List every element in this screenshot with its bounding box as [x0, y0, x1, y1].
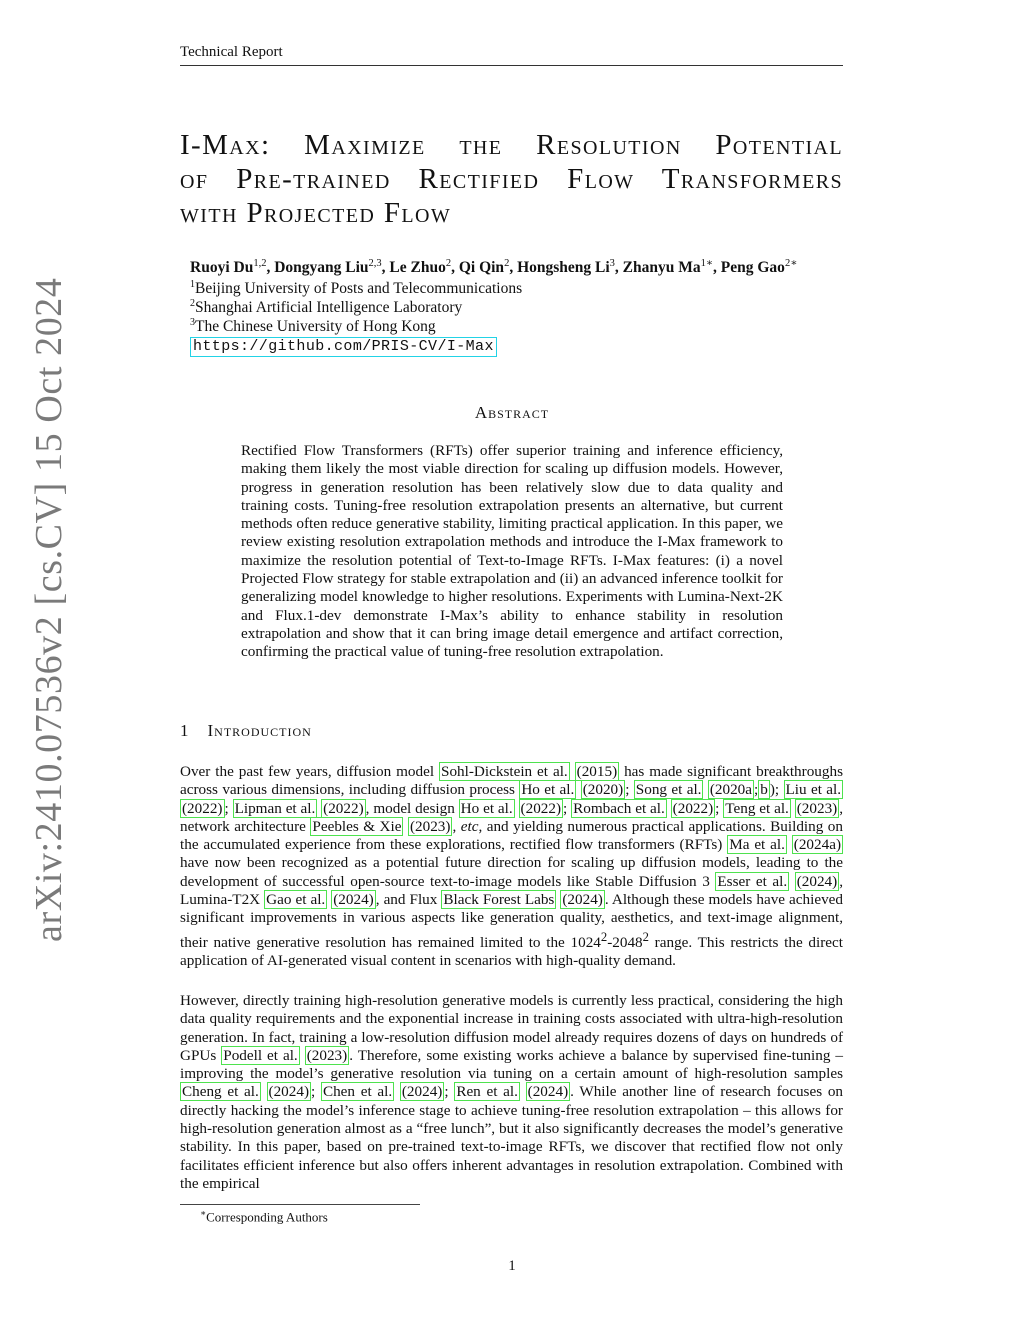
- body-text: . While another line of research focuses on directly hacking the model’s inference stage to achieve tuning-free resolution extrapolation – this allows for high-resolution generation almost as a “free lunch”, but it also significantly decreases the model’s generative stability. In this paper, based on pre-trained text-to-image RFTs, we discover that rectified flow not only facilitates efficient inference but also offers inherent advantages in resolution extrapolation. Combined with the empirical: [180, 1083, 844, 1192]
- citation-link[interactable]: Liu et al.: [785, 781, 842, 799]
- affiliation: [190, 279, 522, 298]
- intro-paragraph-1: [180, 763, 843, 970]
- author-affiliation-mark: 2: [504, 258, 510, 269]
- footnote: [200, 1208, 328, 1225]
- section-number: 1: [180, 721, 190, 740]
- affiliation-number: 1: [190, 279, 195, 290]
- body-text: ;: [224, 799, 233, 817]
- body-text: has made significant breakthroughs across various dimensions, including diffusion process: [180, 763, 843, 799]
- citation-year-link[interactable]: b: [760, 781, 768, 799]
- math-exponent: 2: [600, 929, 608, 944]
- author-separator: ,: [509, 259, 518, 277]
- citation-link[interactable]: Cheng et al.: [182, 1083, 259, 1101]
- intro-paragraph-2: [180, 992, 843, 1193]
- footnote-text: Corresponding Authors: [206, 1209, 328, 1225]
- citation-year-link[interactable]: (2024): [527, 1083, 569, 1101]
- citation-year-link[interactable]: (2015): [576, 763, 618, 780]
- running-header: Technical Report: [180, 44, 283, 60]
- citation-link[interactable]: Black Forest Labs: [443, 891, 555, 909]
- footnote-mark: ∗: [200, 1208, 207, 1218]
- author-name: Dongyang Liu: [274, 259, 369, 277]
- body-text: );: [769, 781, 784, 799]
- author-affiliation-mark: 2,3: [368, 258, 382, 269]
- author-separator: ,: [614, 259, 623, 277]
- body-text: , and Flux: [375, 891, 442, 909]
- citation-link[interactable]: Ma et al.: [729, 836, 785, 854]
- abstract-text: Rectified Flow Transformers (RFTs) offer superior training and inference efficiency, making them likely the most viable direction for scaling up diffusion models. However, progress in generation resolution has been relatively slow due to data quality and training costs. Tuning-free resolution extrapolation presents an alternative, but current methods often reduce generative stability, limiting practical application. In this paper, we review existing resolution extrapolation methods and introduce the I-Max framework to maximize the resolution potential of Text-to-Image RFTs. I-Max features: (i) a novel Projected Flow strategy for stable extrapolation and (ii) an advanced inference toolkit for generalizing model knowledge to higher resolutions. Experiments with Lumina-Next-2K and Flux.1-dev demonstrate I-Max’s ability to enhance stability in resolution extrapolation and show that it can bring image detail emergence and artifact correction, confirming the practical value of tuning-free resolution extrapolation.: [241, 442, 783, 661]
- citation-link[interactable]: Lipman et al.: [234, 799, 316, 817]
- citation-year-link[interactable]: (2024a): [793, 836, 841, 854]
- citation-link[interactable]: Chen et al.: [322, 1083, 393, 1101]
- author-separator: ,: [266, 259, 275, 277]
- affiliation: [190, 317, 436, 336]
- footnote-rule: [180, 1204, 420, 1205]
- body-text: . Therefore, some existing works achieve a balance by supervised fine-tuning – improving the model’s generative resolution via tuning on a certain amount of high-resolution samples: [180, 1046, 843, 1083]
- author-name: Le Zhuo: [389, 259, 446, 277]
- italic-text: etc: [460, 817, 479, 835]
- citation-year-link[interactable]: (2023): [306, 1046, 348, 1064]
- affiliation-name: Beijing University of Posts and Telecommunications: [195, 280, 523, 298]
- citation-link[interactable]: Podell et al.: [223, 1046, 298, 1064]
- citation-year-link[interactable]: (2023): [409, 817, 451, 835]
- body-text: ;: [715, 799, 724, 817]
- body-text: , Lumina-T2X: [180, 872, 844, 909]
- author-separator: ,: [713, 259, 721, 277]
- citation-link[interactable]: Ho et al.: [460, 799, 513, 817]
- body-text: , model design: [365, 799, 459, 817]
- header-rule: [180, 65, 843, 66]
- body-text: ;: [311, 1083, 321, 1101]
- citation-year-link[interactable]: (2020a: [709, 781, 753, 799]
- body-text: ;: [563, 799, 572, 817]
- title-line: I-Max: Maximize the Resolution Potential: [180, 129, 843, 161]
- author-name: Peng Gao: [720, 259, 785, 277]
- abstract-heading: Abstract: [474, 403, 550, 422]
- citation-year-link[interactable]: (2024): [268, 1083, 310, 1101]
- citation-year-link[interactable]: (2022): [672, 799, 714, 817]
- citation-link[interactable]: Sohl-Dickstein et al.: [441, 763, 568, 780]
- author-name: Hongsheng Li: [517, 259, 610, 277]
- body-text: ;: [754, 781, 759, 799]
- affiliation-name: The Chinese University of Hong Kong: [195, 318, 436, 336]
- affiliation: [190, 298, 462, 317]
- author-affiliation-mark: 2: [445, 258, 452, 269]
- citation-link[interactable]: Rombach et al.: [573, 799, 665, 817]
- author-name: Qi Qin: [458, 259, 505, 277]
- author-name: Ruoyi Du: [190, 259, 254, 277]
- citation-year-link[interactable]: (2020): [582, 781, 624, 799]
- body-text: Over the past few years, diffusion model: [180, 763, 440, 780]
- author-affiliation-mark: 1,2: [253, 258, 267, 269]
- arxiv-identifier[interactable]: arXiv:2410.07536v2 [cs.CV] 15 Oct 2024: [28, 277, 70, 942]
- math-exponent: 2: [642, 929, 649, 944]
- citation-year-link[interactable]: (2023): [796, 799, 838, 817]
- author-list: [190, 257, 797, 277]
- paper-title: [180, 128, 843, 230]
- citation-year-link[interactable]: (2024): [333, 891, 374, 909]
- math-expression: 1024: [570, 933, 601, 951]
- citation-year-link[interactable]: (2024): [562, 891, 603, 909]
- body-text: have now been recognized as a potential future direction for scaling up diffusion models, leading to the development of successful open-source text-to-image models like Stable Diffusion 3: [180, 854, 843, 890]
- citation-link[interactable]: Teng et al.: [725, 799, 789, 817]
- math-expression: -2048: [607, 933, 643, 951]
- citation-link[interactable]: Ho et al.: [521, 781, 575, 799]
- citation-link[interactable]: Peebles & Xie: [312, 817, 402, 835]
- citation-year-link[interactable]: (2024): [796, 872, 838, 890]
- citation-year-link[interactable]: (2022): [520, 799, 562, 817]
- body-text: . Although these models have achieved significant improvements in various aspects like generation quality, aesthetics, and text-image alignment, their native generative resolution has remained limited to the: [180, 891, 844, 951]
- section-title: Introduction: [207, 721, 312, 740]
- title-line: with Projected Flow: [180, 197, 452, 229]
- author-affiliation-mark: 3: [609, 258, 615, 269]
- body-text: ,: [452, 817, 461, 835]
- affiliation-number: 2: [190, 298, 195, 309]
- citation-link[interactable]: Ren et al.: [456, 1083, 518, 1101]
- affiliation-name: Shanghai Artificial Intelligence Laboratory: [195, 299, 463, 317]
- body-text: ;: [625, 781, 634, 799]
- body-text: , and yielding numerous practical applications. Building on the accumulated experience from these explorations, rectified flow transformers (RFTs): [180, 817, 843, 854]
- citation-link[interactable]: Gao et al.: [266, 891, 326, 909]
- affiliation-number: 3: [190, 317, 195, 328]
- citation-year-link[interactable]: (2022): [323, 799, 364, 817]
- author-separator: ,: [451, 259, 459, 277]
- body-text: range. This restricts the direct application of AI-generated visual content in scenarios with high-quality demand.: [180, 933, 843, 970]
- body-text: However, directly training high-resolution generative models is currently less practical, considering the high data quality requirements and the exponential increase in training costs associated with ultra-high-resolution generation. In fact, training a low-resolution diffusion model already requires dozens of days on hundreds of GPUs: [180, 992, 843, 1064]
- author-name: Zhanyu Ma: [622, 259, 701, 277]
- page-number: 1: [508, 1258, 516, 1274]
- author-separator: ,: [381, 259, 390, 277]
- citation-link[interactable]: Esser et al.: [717, 872, 788, 890]
- author-affiliation-mark: 1∗: [700, 258, 714, 269]
- citation-year-link[interactable]: (2022): [182, 799, 223, 817]
- citation-year-link[interactable]: (2024): [401, 1083, 443, 1101]
- citation-link[interactable]: Song et al.: [635, 781, 702, 799]
- repository-link[interactable]: https://github.com/PRIS-CV/I-Max: [190, 337, 497, 357]
- body-text: , network architecture: [180, 799, 844, 835]
- author-affiliation-mark: 2∗: [784, 258, 798, 269]
- section-heading: [180, 721, 312, 741]
- body-text: ;: [444, 1083, 455, 1101]
- title-line: of Pre-trained Rectified Flow Transformers: [180, 163, 843, 195]
